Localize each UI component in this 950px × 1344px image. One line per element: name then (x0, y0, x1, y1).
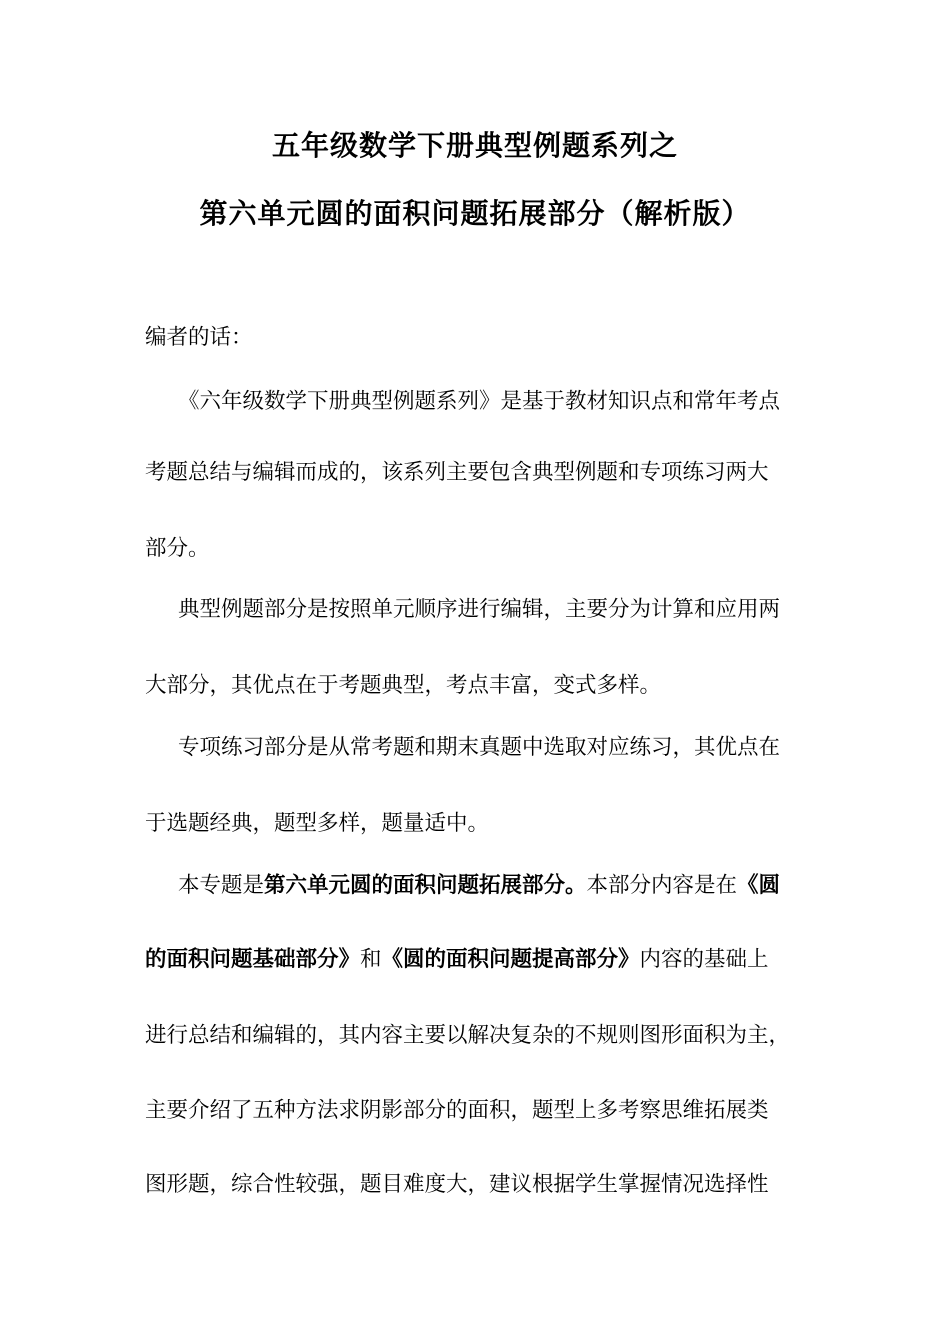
paragraph-3-line-1: 专项练习部分是从常考题和期末真题中选取对应练习，其优点在 (178, 735, 781, 760)
editor-label: 编者的话： (145, 325, 253, 350)
p4-text: 本专题是 (178, 873, 265, 898)
p4-text: 本部分内容是在 (586, 873, 738, 898)
paragraph-2-line-2: 大部分，其优点在于考题典型，考点丰富，变式多样。 (145, 673, 662, 698)
p4-ref-bold: 《圆 (737, 873, 781, 898)
p4-text: 和 (360, 947, 382, 972)
paragraph-2-line-1: 典型例题部分是按照单元顺序进行编辑，主要分为计算和应用两 (178, 597, 781, 622)
title-line-2: 第六单元圆的面积问题拓展部分（解析版） (199, 197, 751, 230)
p4-ref-bold: 的面积问题基础部分》 (145, 947, 361, 972)
p4-topic-bold: 第六单元圆的面积问题拓展部分。 (264, 873, 587, 898)
paragraph-4-line-1 (178, 871, 843, 901)
paragraph-1-line-1: 《六年级数学下册典型例题系列》是基于教材知识点和常年考点 (178, 389, 781, 414)
p4-text: 内容的基础上 (639, 947, 769, 972)
paragraph-1-line-3: 部分。 (145, 536, 210, 561)
paragraph-1-line-2: 考题总结与编辑而成的，该系列主要包含典型例题和专项练习两大 (145, 460, 769, 485)
title-line-1: 五年级数学下册典型例题系列之 (271, 129, 678, 162)
p4-ref-bold: 《圆的面积问题提高部分》 (381, 947, 640, 972)
paragraph-3-line-2: 于选题经典，题型多样，题量适中。 (145, 811, 490, 836)
paragraph-4-line-4: 主要介绍了五种方法求阴影部分的面积，题型上多考察思维拓展类 (145, 1098, 769, 1123)
paragraph-4-line-5: 图形题，综合性较强，题目难度大，建议根据学生掌握情况选择性 (145, 1172, 769, 1197)
paragraph-4-line-3: 进行总结和编辑的，其内容主要以解决复杂的不规则图形面积为主， (145, 1023, 791, 1048)
paragraph-4-line-2 (145, 945, 810, 975)
